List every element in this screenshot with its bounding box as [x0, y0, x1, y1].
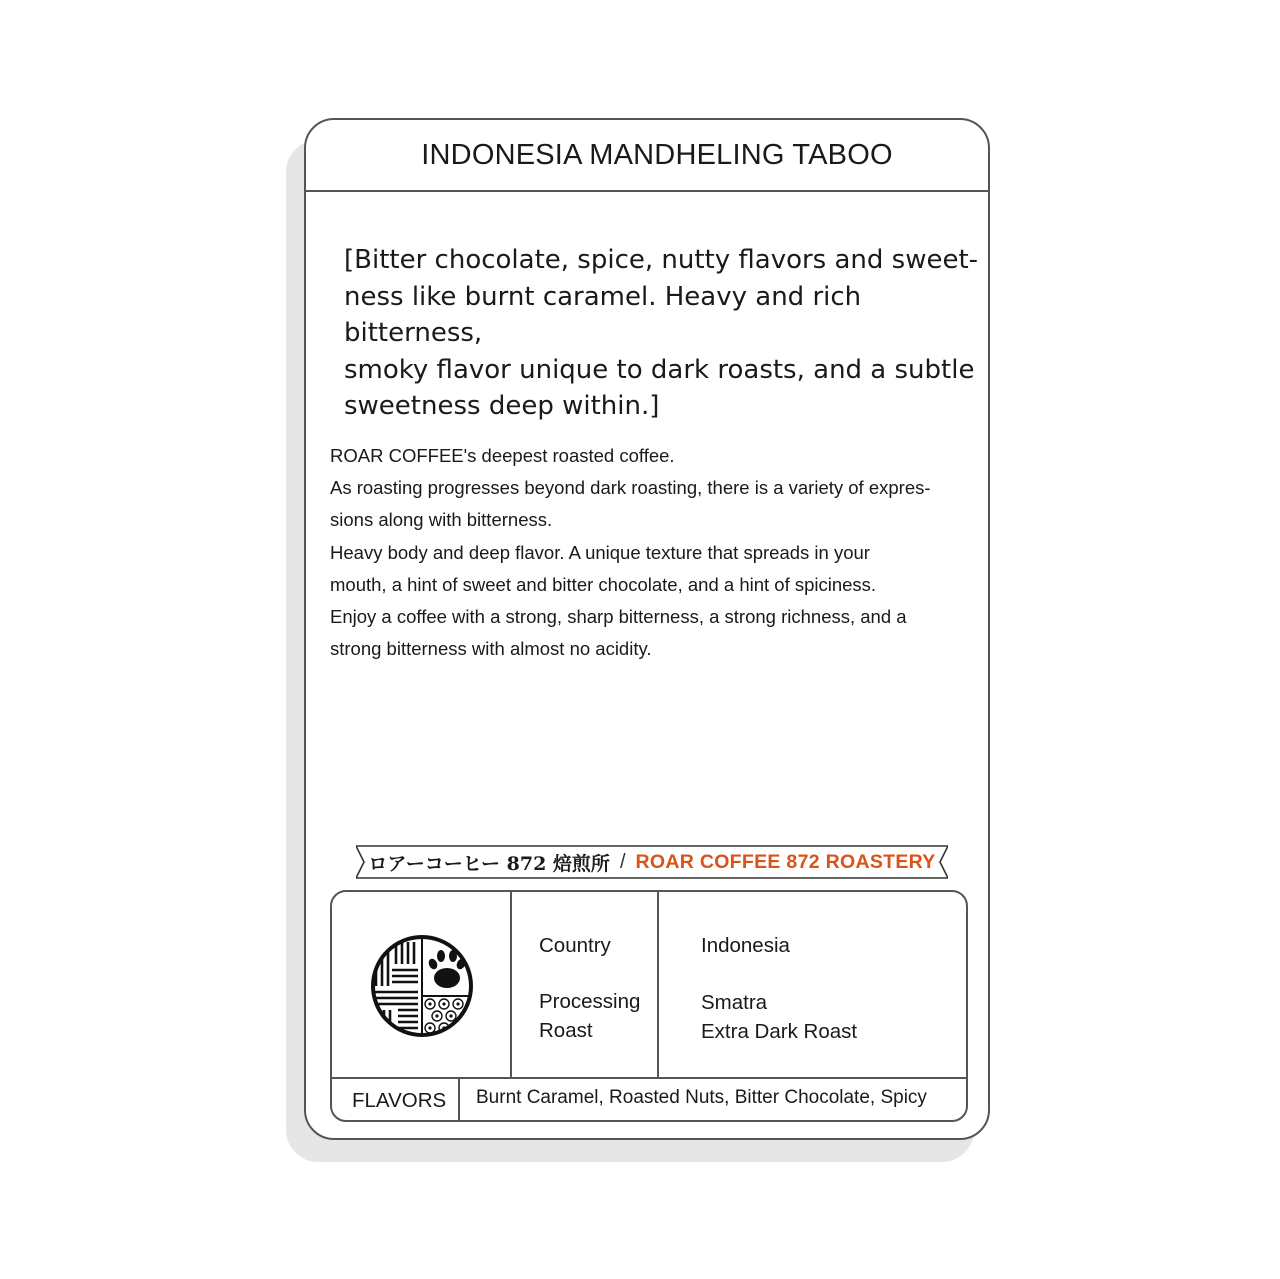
- description-line: sions along with bitterness.: [330, 509, 553, 531]
- roastery-name-english: ROAR COFFEE 872 ROASTERY: [635, 850, 936, 873]
- flavor-tagline: [344, 242, 984, 425]
- divider: [332, 1077, 966, 1079]
- flavors-label: FLAVORS: [352, 1089, 447, 1112]
- description-line: Heavy body and deep flavor. A unique texture that spreads in your: [330, 541, 870, 563]
- description-line: As roasting progresses beyond dark roasting, there is a variety of expres-: [330, 477, 931, 499]
- divider: [510, 892, 512, 1078]
- divider: [458, 1078, 460, 1122]
- product-title: INDONESIA MANDHELING TABOO: [421, 138, 893, 171]
- product-card: [304, 118, 990, 1140]
- country-label: Country: [539, 934, 611, 957]
- tagline-line: sweetness deep within.]: [344, 391, 660, 421]
- roast-value: Extra Dark Roast: [701, 1020, 858, 1043]
- banner-separator: /: [619, 850, 626, 873]
- description-line: Enjoy a coffee with a strong, sharp bitterness, a strong richness, and a: [330, 606, 907, 628]
- paw-print-icon: [370, 934, 474, 1038]
- roastery-banner: [356, 844, 948, 880]
- processing-value: Smatra: [701, 991, 768, 1014]
- tagline-line: ness like burnt caramel. Heavy and rich bitterness,: [344, 281, 862, 348]
- flavors-value: Burnt Caramel, Roasted Nuts, Bitter Chocolate, Spicy: [476, 1087, 927, 1108]
- info-table: [330, 890, 968, 1122]
- tagline-line: [Bitter chocolate, spice, nutty flavors and sweet-: [344, 245, 979, 275]
- country-value: Indonesia: [701, 934, 790, 957]
- title-bar: [306, 120, 988, 192]
- roast-label: Roast: [539, 1019, 593, 1042]
- roastery-name-japanese: ロアーコーヒー 872 焙煎所: [368, 852, 610, 875]
- description: [330, 440, 970, 665]
- processing-label: Processing: [539, 990, 641, 1013]
- description-line: mouth, a hint of sweet and bitter chocolate, and a hint of spiciness.: [330, 573, 877, 595]
- description-line: strong bitterness with almost no acidity.: [330, 638, 652, 660]
- divider: [657, 892, 659, 1078]
- tagline-line: smoky flavor unique to dark roasts, and a subtle: [344, 354, 975, 385]
- description-line: ROAR COFFEE's deepest roasted coffee.: [330, 445, 675, 466]
